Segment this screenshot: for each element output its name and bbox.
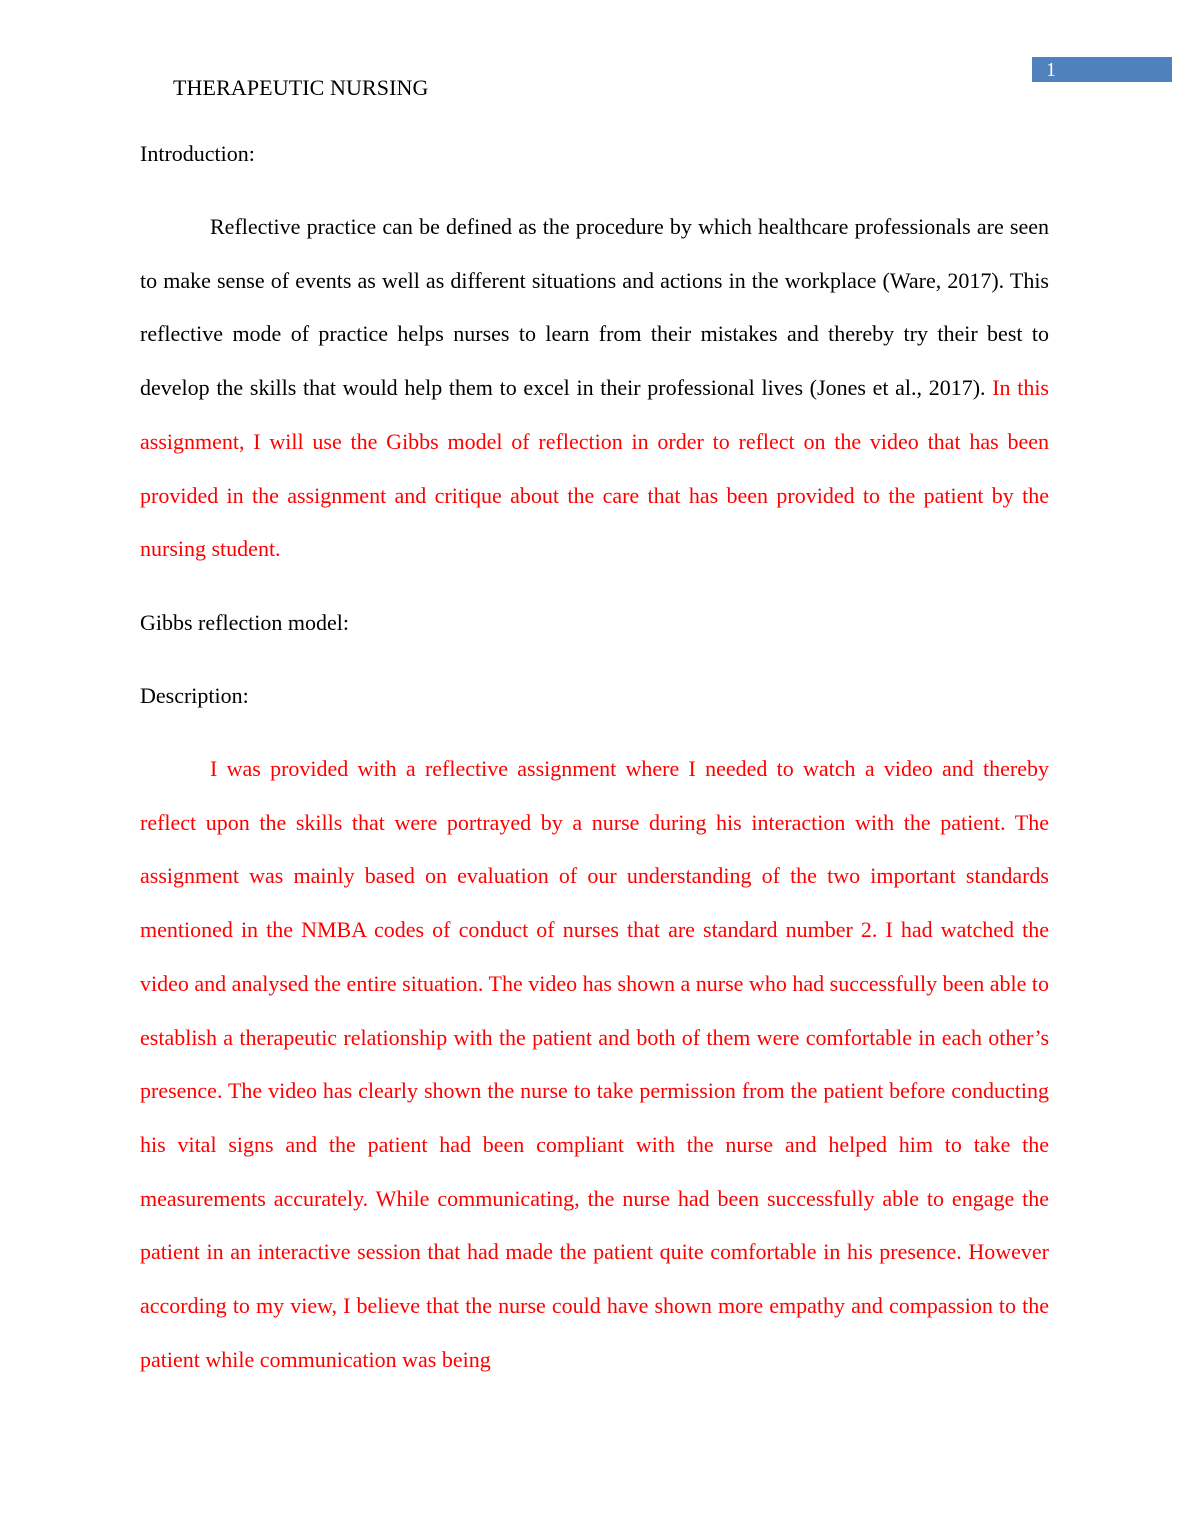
introduction-text: Reflective practice can be defined as the procedure by which healthcare professionals are seen to make sense of events as well as different situations and actions in the workplace (Ware, 2017). This reflective mode of practice helps nurses to learn from their mistakes and thereby try their best to develop the skills that would help them to excel in their professional lives (Jones et al., 2017). xyxy=(140,214,1049,401)
introduction-heading: Introduction: xyxy=(140,141,255,166)
page-number: 1 xyxy=(1046,59,1056,81)
gibbs-model-heading: Gibbs reflection model: xyxy=(140,610,349,635)
description-heading: Description: xyxy=(140,683,249,708)
description-paragraph: I was provided with a reflective assignment where I needed to watch a video and thereby reflect upon the skills that were portrayed by a nurse during his interaction with the patient. The assignment was mainly based on evaluation of our understanding of the two important standards mentioned in the NMBA codes of conduct of nurses that are standard number 2. I had watched the video and analysed the entire situation. The video has shown a nurse who had successfully been able to establish a therapeutic relationship with the patient and both of them were comfortable in each other’s presence. The video has clearly shown the nurse to take permission from the patient before conducting his vital signs and the patient had been compliant with the nurse and helped him to take the measurements accurately. While communicating, the nurse had been successfully able to engage the patient in an interactive session that had made the patient quite comfortable in his presence. However according to my view, I believe that the nurse could have shown more empathy and compassion to the patient while communication was being xyxy=(140,756,1049,1372)
page-number-badge xyxy=(1032,57,1172,82)
introduction-paragraph xyxy=(140,200,1049,576)
running-head: THERAPEUTIC NURSING xyxy=(173,75,429,100)
introduction-highlighted-text: In this assignment, I will use the Gibbs model of reflection in order to reflect on the video that has been provided in the assignment and critique about the care that has been provided to the patient by the nursing student. xyxy=(140,375,1049,562)
